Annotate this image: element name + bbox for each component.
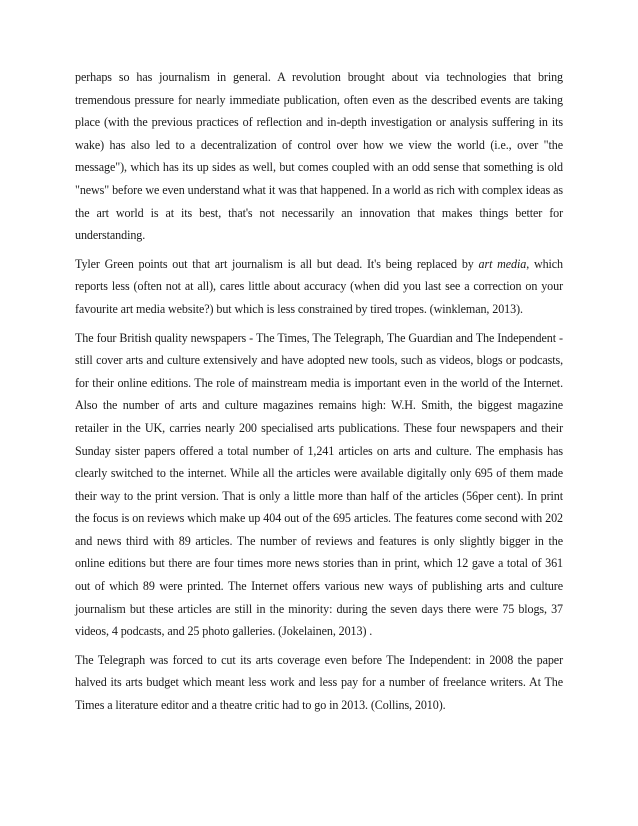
paragraph-journalism-revolution — [75, 66, 563, 247]
paragraph-text: , which reports less (often not at all), cares little about accuracy (when did you last see a correction on your favourite art media website?) but which is less constrained by tired tropes. (winkleman, 2013). — [75, 256, 564, 316]
paragraph-telegraph-cuts — [75, 649, 563, 717]
document-body — [75, 66, 563, 723]
italic-term: art media — [478, 256, 527, 271]
paragraph-text: perhaps so has journalism in general. A revolution brought about via technologies that bring tremendous pressure for nearly immediate publication, often even as the described events are taking place (with the previous practices of reflection and in-depth investigation or analysis suffering in its wake) has also led to a decentralization of control over how we view the world (i.e., over "the message"), which has its up sides as well, but comes coupled with an odd sense that something is old "news" before we even understand what it was that happened. In a world as rich with complex ideas as the art world is at its best, that's not necessarily an innovation that makes things better for understanding. — [75, 70, 563, 243]
paragraph-text: Tyler Green points out that art journalism is all but dead. It's being replaced by — [75, 256, 479, 271]
paragraph-text: The Telegraph was forced to cut its arts coverage even before The Independent: in 2008 the paper halved its arts budget which meant less work and less pay for a number of freelance writers. At The Times a literature editor and a theatre critic had to go in 2013. (Collins, 2010). — [75, 652, 563, 713]
paragraph-british-newspapers — [75, 327, 563, 643]
paragraph-tyler-green — [75, 253, 563, 321]
paragraph-text: The four British quality newspapers - The Times, The Telegraph, The Guardian and The Independent - still cover arts and culture extensively and have adopted new tools, such as videos, blogs or podcasts, for their online editions. The role of mainstream media is important even in the world of the Internet. Also the number of arts and culture magazines remains high: W.H. Smith, the biggest magazine retailer in the UK, carries nearly 200 specialised arts publications. These four newspapers and their Sunday sister papers offered a total number of 1,241 articles on arts and culture. The emphasis has clearly switched to the internet. While all the articles were available digitally only 695 of them made their way to the print version. That is only a little more than half of the articles (56per cent). In print the focus is on reviews which make up 404 out of the 695 articles. The features come second with 202 and news third with 89 articles. The number of reviews and features is only slightly bigger in the online editions but there are four times more news stories than in print, which 12 gave a total of 361 out of which 89 were printed. The Internet offers various new ways of publishing arts and culture journalism but these articles are still in the minority: during the seven days there were 75 blogs, 37 videos, 4 podcasts, and 25 photo galleries. (Jokelainen, 2013) . — [75, 330, 563, 639]
